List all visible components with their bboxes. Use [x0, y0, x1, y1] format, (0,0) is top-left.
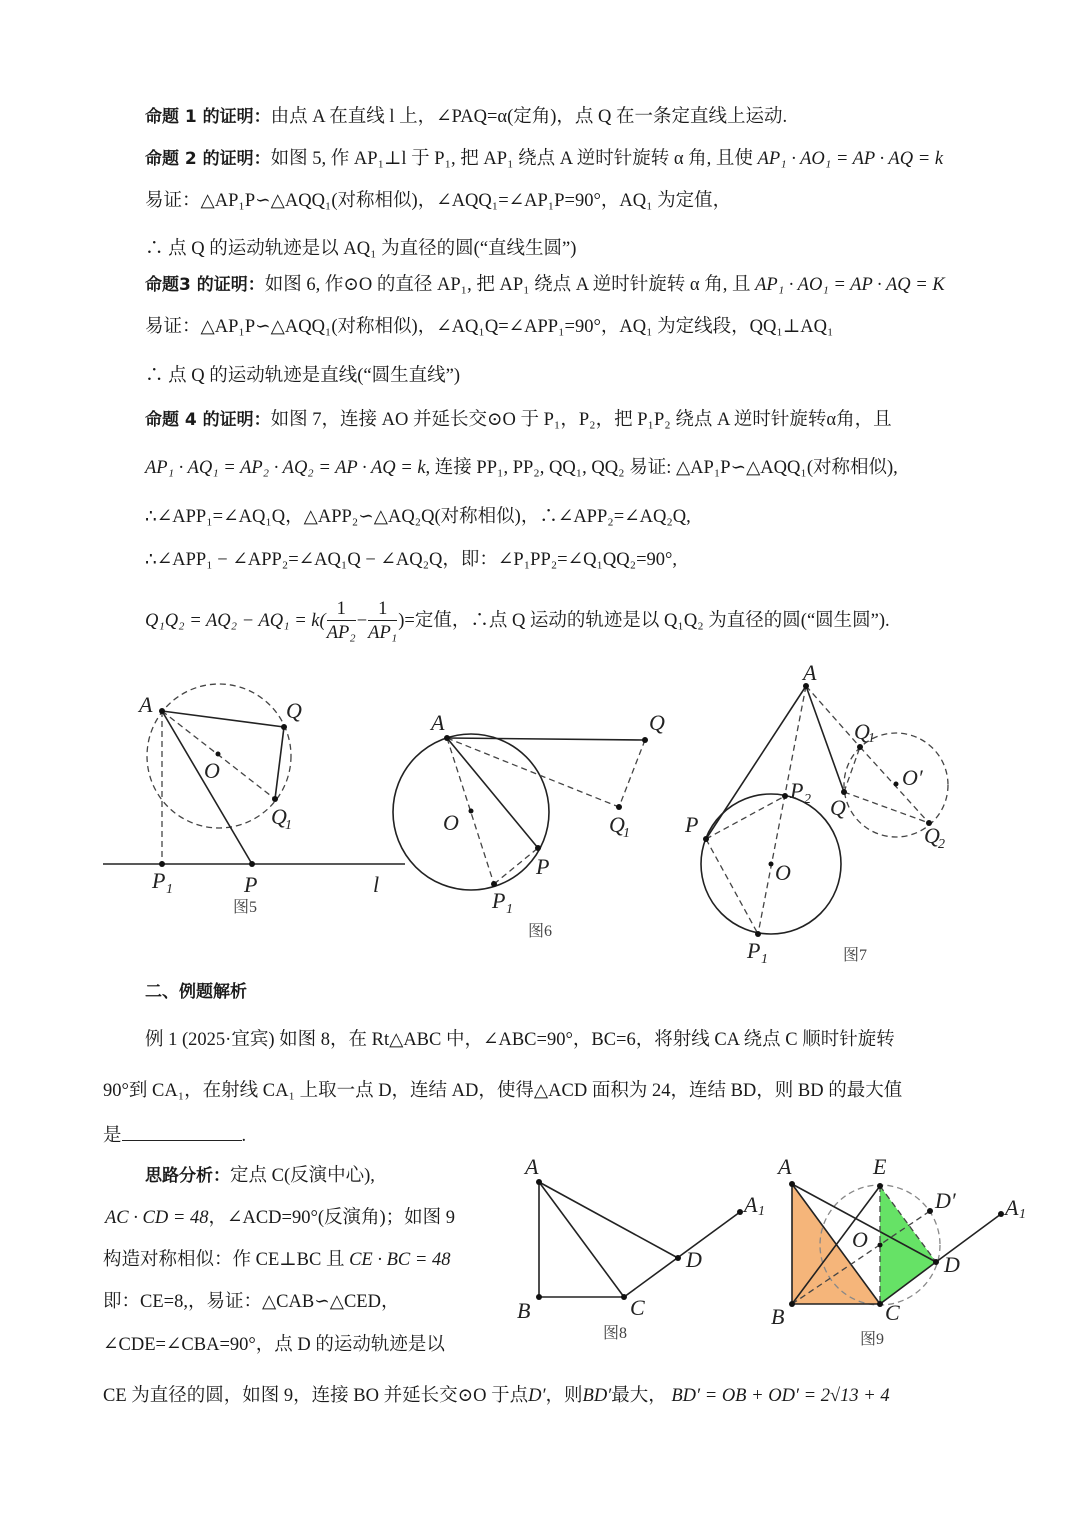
proof-1-text: 由点 A 在直线 l 上，∠PAQ=α(定角)，点 Q 在一条定直线上运动.	[270, 107, 788, 127]
svg-text:P: P	[492, 888, 506, 913]
svg-text:l: l	[373, 872, 380, 897]
example-1-line1: 例 1 (2025·宜宾) 如图 8，在 Rt△ABC 中，∠ABC=90°，BC=6，将射线 CA 绕点 C 顺时针旋转	[145, 1030, 895, 1050]
svg-text:2: 2	[938, 837, 945, 852]
svg-text:1: 1	[166, 882, 173, 897]
svg-text:P: P	[244, 872, 258, 897]
proof-4-formula: AP₁ · AQ₁ = AP₂ · AQ₂ = AP · AQ = k	[145, 458, 426, 478]
proof-4-text: 如图 7，连接 AO 并延长交⊙O 于 P₁，P₂，把 P₁P₂ 绕点 A 逆时针旋转α角，且	[270, 410, 892, 430]
svg-text:A: A	[1005, 1195, 1019, 1220]
section-2-heading: 二、例题解析	[145, 982, 247, 1002]
fraction-1: $\frac{1}{\text{AP₂}}$	[326, 599, 356, 644]
figure-7	[680, 660, 970, 970]
fig5-label-A: A	[139, 692, 153, 717]
fig9-caption: 图9	[860, 1331, 885, 1348]
answer-blank[interactable]	[122, 1122, 242, 1141]
proof-4	[145, 408, 892, 432]
analysis-heading: 思路分析：	[145, 1166, 230, 1186]
svg-text:A: A	[431, 710, 445, 735]
svg-text:D: D	[686, 1247, 702, 1272]
svg-text:1: 1	[761, 952, 768, 967]
svg-text:Q: Q	[609, 812, 625, 837]
fig9-green-triangle	[880, 1186, 936, 1304]
figure-5	[95, 670, 415, 930]
analysis-line2: AC · CD = 48，∠ACD=90°(反演角)；如图 9	[105, 1208, 456, 1228]
figure-8	[500, 1150, 780, 1350]
proof-2-text: 如图 5, 作 AP₁⊥l 于 P₁, 把 AP₁ 绕点 A 逆时针旋转 α 角, 且使	[270, 149, 753, 169]
proof-3-conclusion: ∴ 点 Q 的运动轨迹是直线(“圆生直线”)	[145, 366, 460, 386]
svg-text:A: A	[525, 1154, 539, 1179]
svg-text:A: A	[778, 1154, 792, 1179]
svg-text:1: 1	[285, 818, 292, 833]
proof-2-formula: AP₁ · AO₁ = AP · AQ = k	[757, 149, 944, 169]
svg-text:E: E	[873, 1154, 887, 1179]
proof-2-heading: 命题 2 的证明：	[145, 149, 271, 169]
example-1-line3: 是 .	[103, 1122, 246, 1148]
analysis-line3: 构造对称相似：作 CE⊥BC 且 CE · BC = 48	[103, 1250, 451, 1270]
svg-text:O: O	[852, 1227, 868, 1252]
svg-text:B: B	[771, 1304, 785, 1329]
svg-text:D: D	[944, 1252, 960, 1277]
svg-text:1: 1	[1019, 1207, 1026, 1222]
analysis-line5: ∠CDE=∠CBA=90°，点 D 的运动轨迹是以	[103, 1335, 445, 1355]
svg-text:C: C	[630, 1295, 645, 1320]
svg-text:Q: Q	[854, 719, 870, 744]
svg-text:A: A	[744, 1192, 758, 1217]
figure-6	[385, 700, 685, 950]
proof-4-line2	[145, 456, 898, 480]
svg-text:2: 2	[804, 792, 811, 807]
svg-text:P: P	[536, 854, 550, 879]
svg-text:1: 1	[506, 902, 513, 917]
proof-1-heading: 命题 1 的证明：	[145, 107, 271, 127]
svg-text:Q: Q	[271, 804, 287, 829]
proof-3-line2: 易证：△AP₁P∽△AQQ₁(对称相似)，∠AQ₁Q=∠APP₁=90°，AQ₁ 为定线段，QQ₁⊥AQ₁	[145, 317, 834, 337]
svg-text:P: P	[747, 938, 761, 963]
svg-text:1: 1	[623, 826, 630, 841]
proof-4-line2-text: , 连接 PP₁, PP₂, QQ₁, QQ₂ 易证: △AP₁P∽△AQQ₁(对称相似),	[425, 458, 898, 478]
analysis-line1: 思路分析：定点 C(反演中心),	[145, 1166, 375, 1186]
svg-text:Q: Q	[649, 710, 665, 735]
figure-9	[760, 1150, 1040, 1360]
proof-4-conclusion: =定值，∴点 Q 运动的轨迹是以 Q₁Q₂ 为直径的圆(“圆生圆”).	[404, 611, 890, 631]
example-1-line2: 90°到 CA₁，在射线 CA₁ 上取一点 D，连结 AD，使得△ACD 面积为 24，连结 BD，则 BD 的最大值	[103, 1081, 903, 1101]
svg-text:P: P	[152, 868, 166, 893]
proof-2-conclusion: ∴ 点 Q 的运动轨迹是以 AQ₁ 为直径的圆(“直线生圆”)	[145, 239, 577, 259]
proof-1	[145, 105, 787, 129]
svg-text:A: A	[803, 660, 817, 685]
fig5-caption: 图5	[233, 899, 258, 916]
analysis-line4: 即：CE=8,，易证：△CAB∽△CED，	[103, 1292, 400, 1312]
formula2-left: Q₁Q₂ = AQ₂ − AQ₁ = k(	[145, 611, 326, 631]
svg-text:Q: Q	[924, 823, 940, 848]
proof-3-text: 如图 6, 作⊙O 的直径 AP₁, 把 AP₁ 绕点 A 逆时针旋转 α 角, 且	[264, 275, 751, 295]
proof-4-line3: ∴∠APP₁=∠AQ₁Q，△APP₂∽△AQ₂Q(对称相似)，∴∠APP₂=∠AQ₂Q,	[145, 507, 691, 527]
analysis-line6: CE 为直径的圆，如图 9，连接 BO 并延长交⊙O 于点D′，则BD′最大， BD′ = OB + OD′ = 2√13 + 4	[103, 1386, 890, 1406]
proof-2-line2: 易证：△AP₁P∽△AQQ₁(对称相似)，∠AQQ₁=∠AP₁P=90°，AQ₁ 为定值，	[145, 191, 732, 211]
svg-text:1: 1	[758, 1204, 765, 1219]
svg-text:O: O	[443, 810, 459, 835]
proof-2	[145, 147, 943, 171]
svg-text:D′: D′	[935, 1188, 956, 1213]
fig5-label-Q: Q	[286, 698, 302, 723]
svg-text:Q: Q	[830, 795, 846, 820]
svg-text:1: 1	[868, 731, 875, 746]
fig5-label-O: O	[204, 758, 220, 783]
svg-text:C: C	[885, 1300, 900, 1325]
svg-text:P: P	[685, 812, 699, 837]
svg-text:O: O	[775, 860, 791, 885]
proof-4-line4: ∴∠APP₁ − ∠APP₂=∠AQ₁Q − ∠AQ₂Q，即：∠P₁PP₂=∠Q₁QQ₂=90°,	[145, 550, 678, 570]
svg-text:B: B	[517, 1298, 531, 1323]
proof-3	[145, 273, 945, 297]
fig6-caption: 图6	[528, 923, 553, 940]
proof-3-formula: AP₁ · AO₁ = AP · AQ = K	[755, 275, 945, 295]
svg-text:O′: O′	[902, 765, 923, 790]
fig8-caption: 图8	[603, 1325, 628, 1342]
proof-3-heading: 命题3 的证明：	[145, 275, 265, 295]
fraction-2: $\frac{1}{\text{AP₁}}$	[368, 599, 398, 644]
proof-4-heading: 命题 4 的证明：	[145, 410, 271, 430]
proof-4-formula2: Q₁Q₂ = AQ₂ − AQ₁ = k( $\frac{1}{\text{AP₂}}$ − $\frac{1}{\text{AP₁}}$ )=定值，∴点 Q 运动的轨迹是以 Q₁Q₂ 为直径的圆(“圆生圆”).	[145, 599, 890, 644]
fig7-caption: 图7	[843, 947, 868, 964]
svg-text:P: P	[790, 778, 804, 803]
